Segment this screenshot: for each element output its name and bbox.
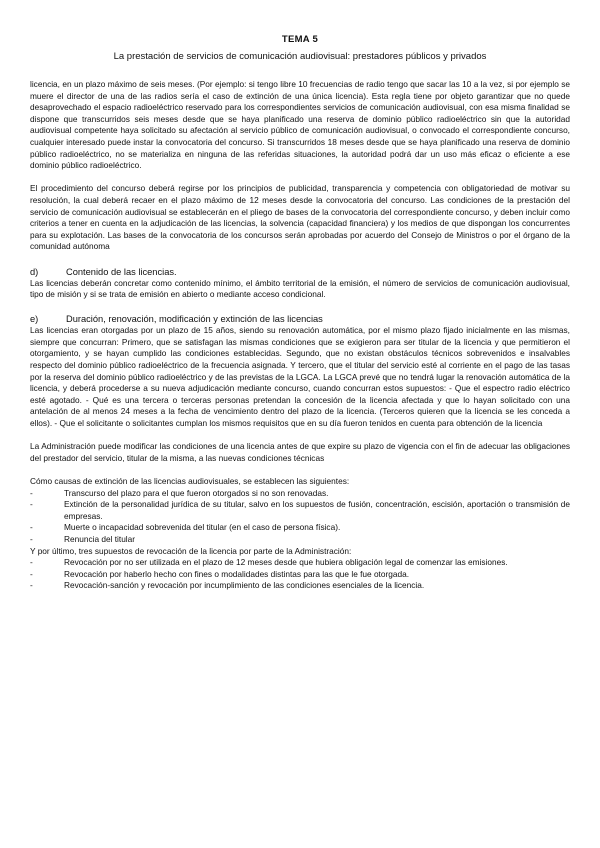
paragraph-6: Cómo causas de extinción de las licencias audiovisuales, se establecen las siguientes: — [30, 476, 350, 486]
page-subtitle: La prestación de servicios de comunicación audiovisual: prestadores públicos y privados — [113, 51, 487, 62]
list-item-text: Renuncia del titular — [64, 533, 136, 544]
section-heading-d — [30, 266, 570, 278]
list-item — [30, 557, 570, 569]
paragraph-5: La Administración puede modificar las condiciones de una licencia antes de que expire su plazo de vigencia con el fin de adecuar las obligaciones del prestador del servicio, titular de la misma, a las nuevas condiciones técnicas — [30, 441, 570, 463]
paragraph-7: Y por último, tres supuestos de revocación de la licencia por parte de la Administración: — [30, 545, 352, 556]
section-heading-e — [30, 313, 570, 325]
list-item — [30, 499, 570, 522]
list-item — [30, 569, 570, 581]
list-dash: - — [30, 568, 33, 579]
paragraph-3: Las licencias deberán concretar como contenido mínimo, el ámbito territorial de la emisión, el número de servicios de comunicación audiovisual, tipo de misión y si se trata de emisión en abierto o mediante acceso condicional. — [30, 277, 570, 300]
section-letter-e: e) — [30, 314, 39, 325]
list-dash: - — [30, 499, 33, 510]
document-body — [30, 79, 570, 592]
list-dash: - — [30, 522, 33, 533]
list-item-text: Revocación por no ser utilizada en el plazo de 12 meses desde que hubiera obligación legal de comenzar las emisiones. — [64, 557, 508, 568]
list-item — [30, 534, 570, 546]
list-item-text: Revocación por haberlo hecho con fines o modalidades distintas para las que le fue otorgada. — [64, 568, 410, 579]
section-title-e: Duración, renovación, modificación y extinción de las licencias — [66, 314, 323, 325]
section-title-d: Contenido de las licencias. — [66, 266, 177, 277]
paragraph-1: licencia, en un plazo máximo de seis meses. (Por ejemplo: si tengo libre 10 frecuencias de radio tengo que sacar las 10 a la vez, si por ejemplo se muere el director de una de las radios sería el caso de extinción de una única licencia). Esta regla tiene por objeto garantizar que no quede desaprovechado el espacio radioeléctrico reservado para los correspondientes servicios de comunicación audiovisual, con esa misma finalidad se dispone que transcurridos seis meses desde que se haya planificado una reserva de dominio público radioeléctrico sin que la autoridad audiovisual competente haya solicitado su afectación al servicio público de comunicación audiovisual, o convocado el correspondiente concurso, cualquier interesado puede instar la convocatoria del concurso. Si transcurridos 18 meses desde que se haya planificado una reserva de dominio público radioeléctrico, no se materializa en ninguna de las referidas situaciones, la autoridad podrá dar un uso más eficaz o eficiente a ese dominio público radioeléctrico. — [30, 79, 570, 171]
page-title: TEMA 5 — [281, 34, 319, 45]
list-item-text: Extinción de la personalidad jurídica de su titular, salvo en los supuestos de fusión, concentración, escisión, aportación o transmisión de empresas. — [64, 499, 570, 521]
list-dash: - — [30, 580, 33, 591]
paragraph-2: El procedimiento del concurso deberá regirse por los principios de publicidad, transparencia y competencia con obligatoriedad de motivar su resolución, la cual deberá recaer en el plazo máximo de 12 meses desde la convocatoria del concurso. Las condiciones de la prestación del servicio de comunicación audiovisual se establecerán en el pliego de bases de la convocatoria del correspondiente concurso, y deben incluir como criterios a tener en cuenta en la adjudicación de las licencias, la solvencia (capacidad financiera) y los medios de que dispongan los concurrentes para su explotación. Las bases de la convocatoria de los concursos serán aprobadas por acuerdo del Consejo de Ministros o por el órgano de la comunidad autónoma — [30, 183, 570, 252]
section-letter-d: d) — [30, 266, 39, 277]
list-item-text: Revocación-sanción y revocación por incumplimiento de las condiciones esenciales de la licencia. — [64, 580, 425, 591]
paragraph-4: Las licencias eran otorgadas por un plazo de 15 años, siendo su renovación automática, por el mismo plazo fijado inicialmente en las mismas, siempre que concurran: Primero, que se satisfagan las mismas condiciones que se exigieron para ser titular de la licencia y que permitieron el otorgamiento, y se hayan cumplido las condiciones establecidas. Segundo, que no existan obstáculos técnicos sobrevenidos e insalvables respecto del dominio público radioeléctrico de la frecuencia asignada. Y tercero, que el titular del servicio esté al corriente en el pago de las tasas por la reserva del dominio público radioeléctrico y de las previstas de la LGCA. La LGCA prevé que no tendrá lugar la renovación automática de la licencia, y deberá procederse a su nueva adjudicación mediante concurso, cuando concurran estos supuestos: - Que el espectro radio eléctrico esté agotado. - Qué es una tercera o terceras personas pretendan la concesión de la licencia afectada y que lo hayan solicitado con una antelación de al menos 24 meses a la fecha de vencimiento dentro del plazo de la licencia. (Terceros quieren que la licencia se les conceda a ellos). - Que el solicitante o solicitantes cumplan los mismos requisitos que en su día fueron tenidos en cuenta para obtención de la licencia — [30, 325, 570, 429]
list-item — [30, 522, 570, 534]
list-item — [30, 488, 570, 500]
list-dash: - — [30, 533, 33, 544]
list-item-text: Muerte o incapacidad sobrevenida del titular (en el caso de persona física). — [64, 522, 341, 533]
list-item — [30, 580, 570, 592]
list-dash: - — [30, 557, 33, 568]
list-dash: - — [30, 487, 33, 498]
list-item-text: Transcurso del plazo para el que fueron otorgados si no son renovadas. — [64, 487, 329, 498]
